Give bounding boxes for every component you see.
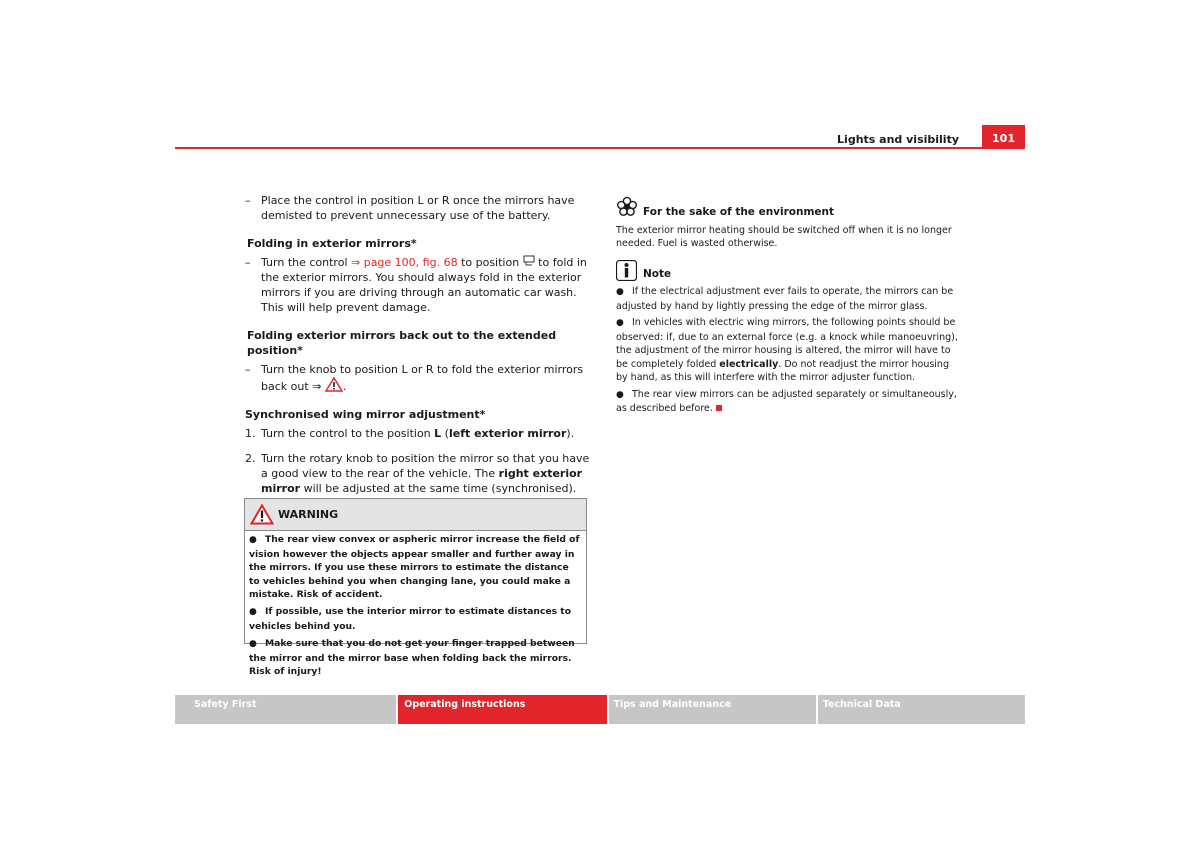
- page-number: 101: [982, 125, 1025, 149]
- header-rule: [175, 147, 1025, 149]
- end-of-section-marker: [716, 405, 722, 411]
- right-column: [616, 196, 961, 419]
- footer-nav: [175, 695, 1025, 724]
- environment-section: [616, 196, 961, 251]
- note-item: ● If the electrical adjustment ever fails to operate, the mirrors can be adjusted by hand by lightly pressing the edge of the mirror glass.: [616, 286, 954, 312]
- tab-tips-and-maintenance[interactable]: Tips and Maintenance: [609, 695, 816, 724]
- mirror-fold-icon: [523, 255, 535, 267]
- sync-heading: Synchronised wing mirror adjustment*: [245, 408, 486, 421]
- folding-heading: Folding in exterior mirrors*: [247, 237, 417, 250]
- warning-label: WARNING: [278, 508, 339, 521]
- warning-item: ● The rear view convex or aspheric mirror increase the field of vision however the objects appear smaller and further away in the mirrors. If you use these mirrors to estimate the distance to vehicles behind you when changing lane, you could make a mistake. Risk of accident.: [249, 534, 580, 601]
- tab-technical-data[interactable]: Technical Data: [818, 695, 1025, 724]
- environment-text: The exterior mirror heating should be switched off when it is no longer needed. Fuel is wasted otherwise.: [616, 224, 952, 249]
- note-item: ● The rear view mirrors can be adjusted separately or simultaneously, as described before.: [616, 388, 957, 414]
- left-column: [245, 193, 590, 496]
- unfold-item: – Turn the knob to position L or R to fold the exterior mirrors back out ⇒ .: [245, 363, 584, 393]
- intro-item: – Place the control in position L or R once the mirrors have demisted to prevent unnecessary use of the battery.: [245, 194, 575, 222]
- folding-item: – Turn the control ⇒ page 100, fig. 68 to position to fold in the exterior mirrors. You should always fold in the exterior mirrors if you are driving through an automatic car wash. This will help prevent damage.: [245, 256, 587, 314]
- warning-body: [245, 531, 586, 679]
- note-section: [616, 260, 961, 416]
- tab-operating-instructions[interactable]: Operating instructions: [398, 695, 606, 724]
- chapter-title: Lights and visibility: [837, 133, 959, 146]
- warning-item: ● If possible, use the interior mirror to estimate distances to vehicles behind you.: [249, 606, 572, 633]
- environment-heading: For the sake of the environment: [643, 206, 835, 218]
- warning-triangle-icon: [250, 504, 274, 525]
- page-reference-link[interactable]: ⇒ page 100, fig. 68: [351, 256, 458, 269]
- step-1: 1. Turn the control to the position L (left exterior mirror).: [245, 427, 575, 440]
- warning-item: ● Make sure that you do not get your finger trapped between the mirror and the mirror base when folding back the mirrors. Risk of injury!: [249, 638, 575, 678]
- warning-header: [245, 499, 586, 531]
- warning-box: [244, 498, 587, 678]
- unfold-heading: Folding exterior mirrors back out to the extended position*: [247, 329, 557, 357]
- info-note-icon: [616, 260, 637, 281]
- warning-triangle-icon: [325, 377, 343, 392]
- note-heading: Note: [643, 267, 672, 280]
- note-item: ● In vehicles with electric wing mirrors, the following points should be observed: if, due to an external force (e.g. a knock while manoeuvring), the adjustment of the mirror housing is altered, the mirror will have to be completely folded electrically. Do not readjust the mirror housing by hand, as this will interfere with the mirror adjuster function.: [616, 317, 958, 383]
- step-2: 2. Turn the rotary knob to position the mirror so that you have a good view to the rear of the vehicle. The right exterior mirror will be adjusted at the same time (synchronised).: [245, 452, 590, 495]
- tab-safety-first[interactable]: Safety First: [175, 695, 396, 724]
